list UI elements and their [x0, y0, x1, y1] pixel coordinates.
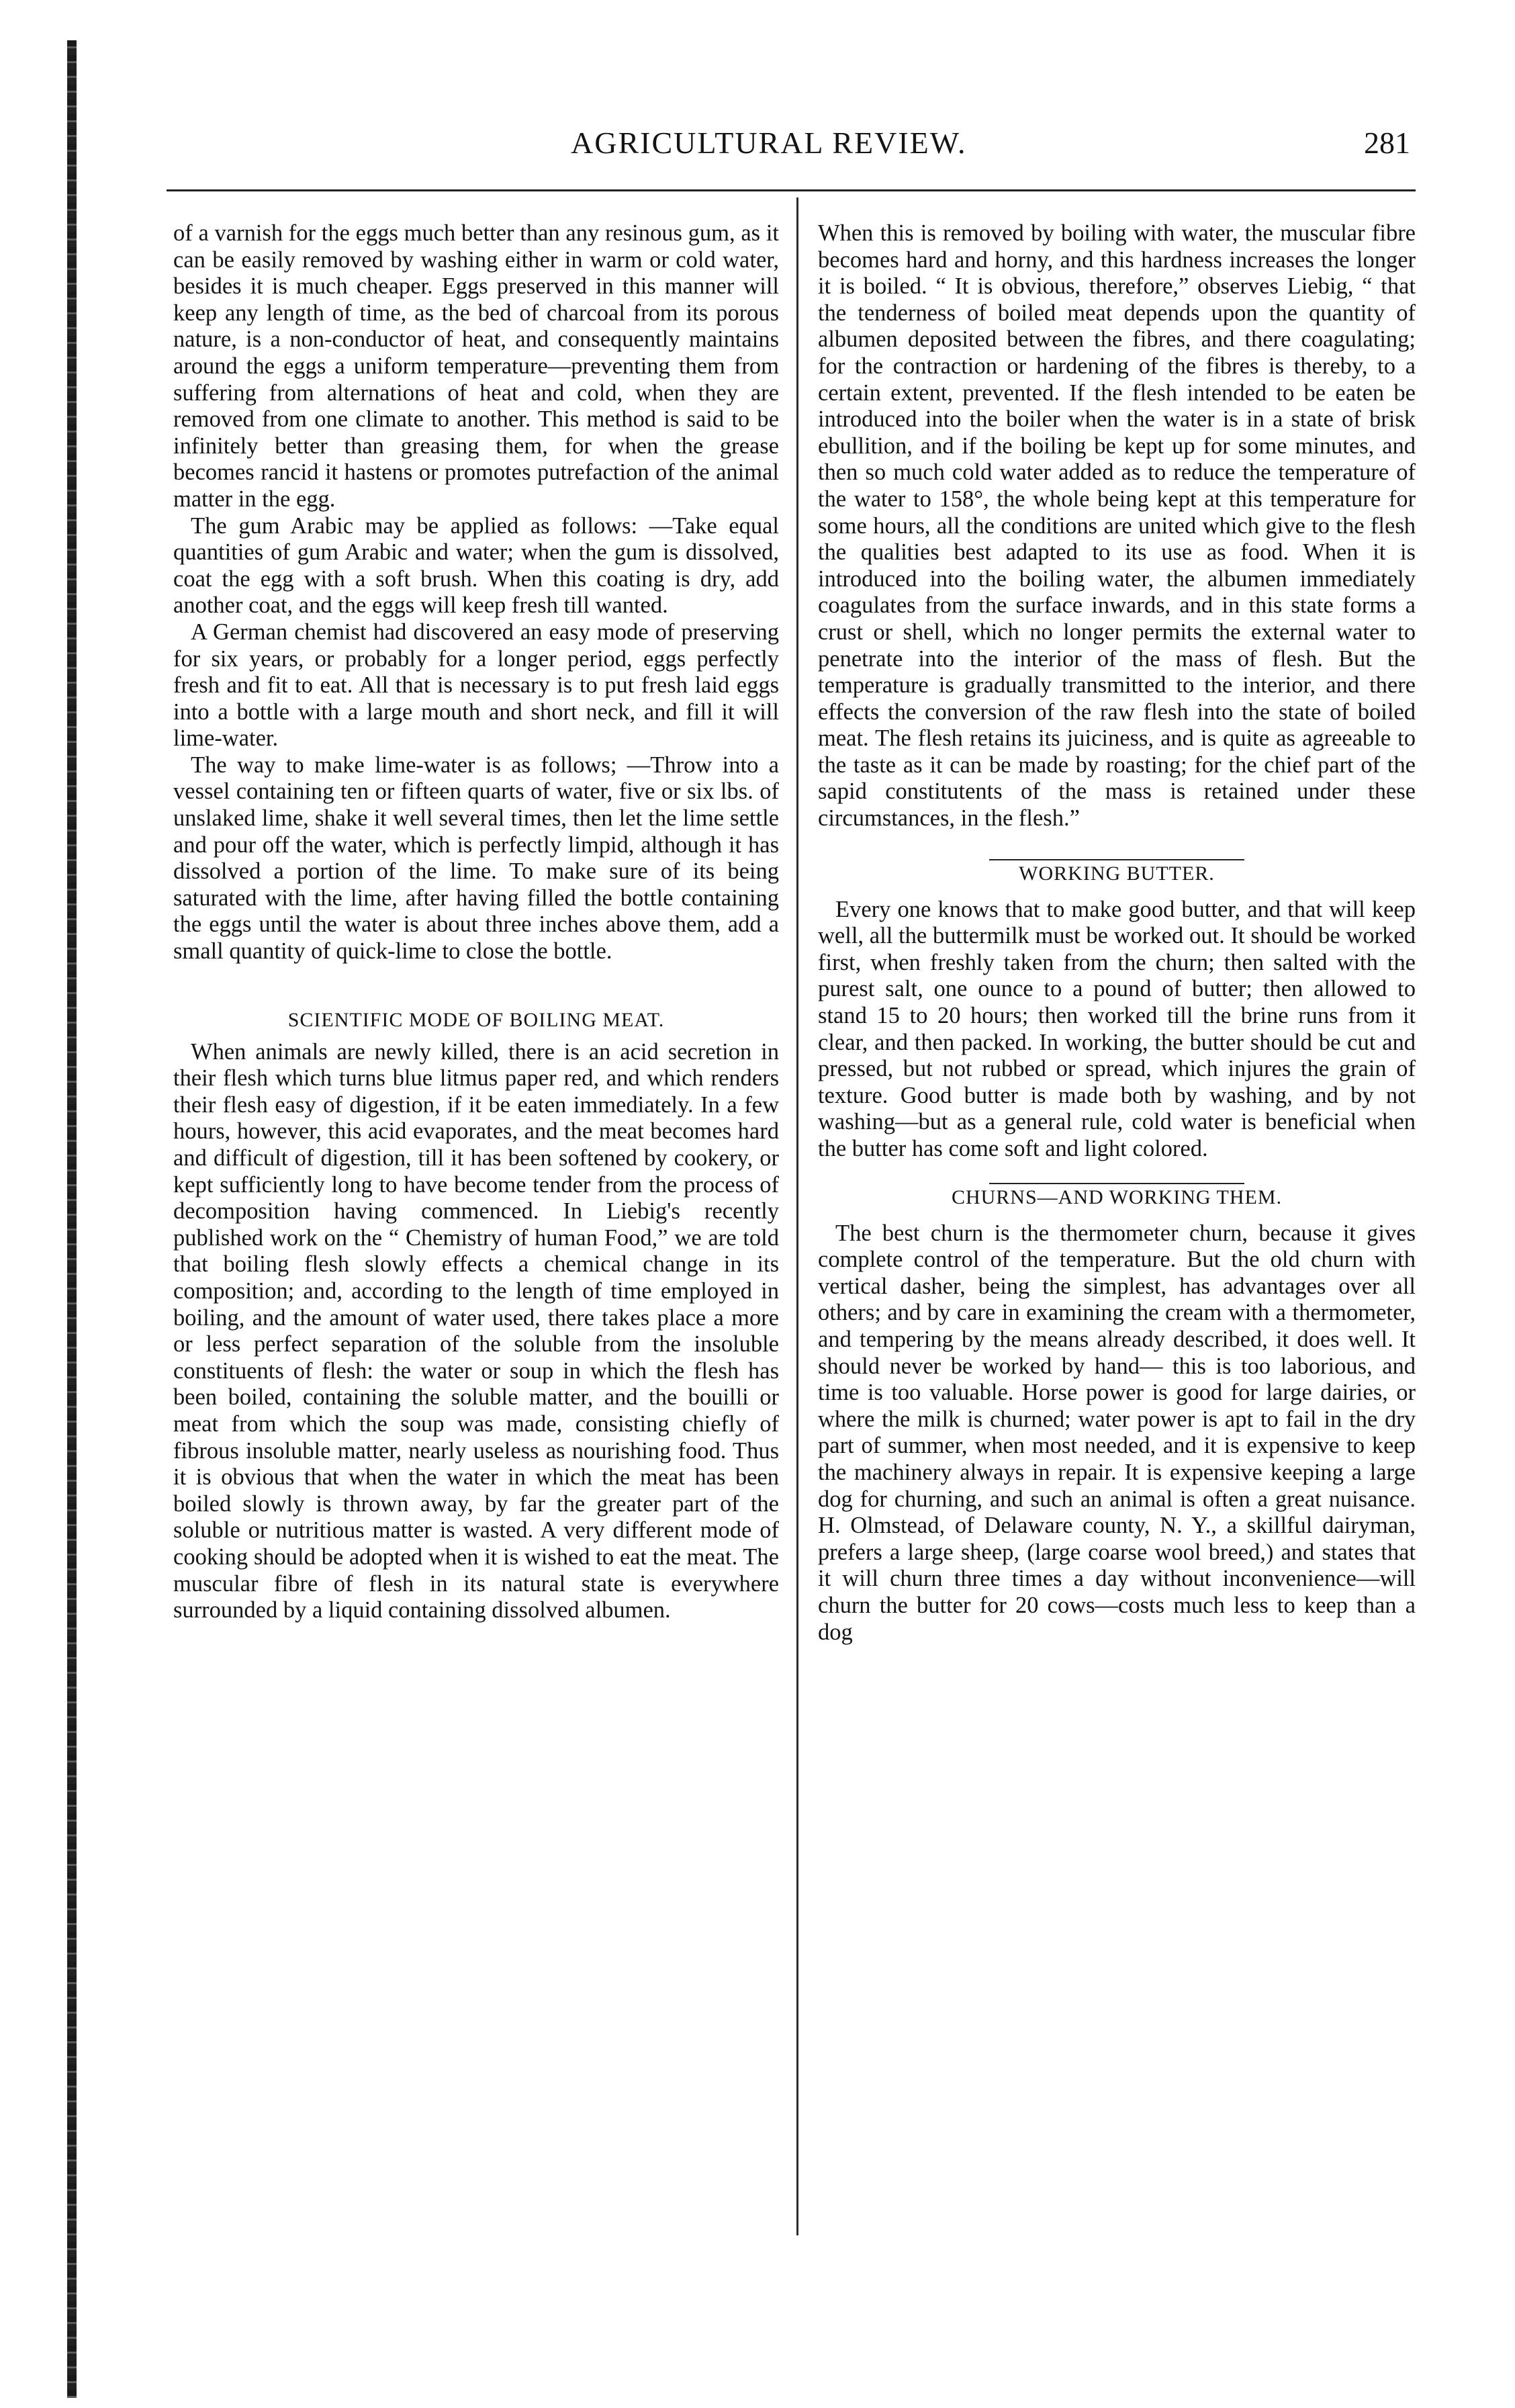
- paragraph-churns: The best churn is the thermometer churn, because it gives complete control of the temperature. But the old churn with vertical dasher, being the simplest, has advantages over all others; and by care in examining the cream with a thermometer, and tempering by the means already described, it does well. It should never be worked by hand— this is too laborious, and time is too valuable. Horse power is good for large dairies, or where the milk is churned; water power is apt to fail in the dry part of summer, when most needed, and it is expensive to keep the machinery always in repair. It is expensive keeping a large dog for churning, and such an animal is often a great nuisance. H. Olmstead, of Delaware county, N. Y., a skillful dairyman, prefers a large sheep, (large coarse wool breed,) and states that it will churn three times a day without inconvenience—will churn the butter for 20 cows—costs much less to keep than a dog: [818, 1220, 1416, 1645]
- running-head: [557, 120, 1410, 173]
- paragraph-lime-water: The way to make lime-water is as follows; —Throw into a vessel containing ten or fifteen quarts of water, five or six lbs. of unslaked lime, shake it well several times, then let the lime settle and pour off the water, which is perfectly limpid, although it has dissolved a portion of the lime. To make sure of its being saturated with the lime, after having filled the bottle containing the eggs until the water is about three inches above them, add a small quantity of quick-lime to close the bottle.: [173, 752, 779, 965]
- heading-boiling-meat: SCIENTIFIC MODE OF BOILING MEAT.: [287, 1008, 665, 1031]
- binding-edge: [67, 40, 77, 2398]
- heading-working-butter: WORKING BUTTER.: [1019, 862, 1215, 885]
- paragraph-boiling-meat: When animals are newly killed, there is an acid secretion in their flesh which turns blue litmus paper red, and which renders their flesh easy of digestion, if it be eaten immediately. In a few hours, however, this acid evaporates, and the meat becomes hard and difficult of digestion, till it has been softened by cookery, or kept sufficiently long to have become tender from the process of decomposition having commenced. In Liebig's recently published work on the “ Chemistry of human Food,” we are told that boiling flesh slowly effects a chemical change in its composition; and, according to the length of time employed in boiling, and the amount of water used, there takes place a more or less perfect separation of the soluble from the insoluble constituents of flesh: the water or soup in which the flesh has been boiled, containing the soluble matter, and the bouilli or meat from which the soup was made, consisting chiefly of fibrous insoluble matter, nearly useless as nourishing food. Thus it is obvious that when the water in which the meat has been boiled slowly is thrown away, by far the greater part of the soluble or nutritious matter is wasted. A very different mode of cooking should be adopted when it is wished to eat the meat. The muscular fibre of flesh in its natural state is everywhere surrounded by a liquid containing dissolved albumen.: [173, 1038, 779, 1623]
- heading-churns: CHURNS—AND WORKING THEM.: [951, 1186, 1283, 1208]
- paragraph-working-butter: Every one knows that to make good butter, and that will keep well, all the buttermilk must be worked out. It should be worked first, when freshly taken from the churn; then salted with the purest salt, one ounce to a pound of butter; then allowed to stand 15 to 20 hours; then worked till the brine runs from it clear, and then packed. In working, the butter should be cut and pressed, but not rubbed or spread, which injures the grain of texture. Good butter is made both by washing, and by not washing—but as a general rule, cold water is beneficial when the butter has come soft and light colored.: [818, 896, 1416, 1161]
- paragraph-german-chemist: A German chemist had discovered an easy mode of preserving for six years, or probably for a longer period, eggs perfectly fresh and fit to eat. All that is necessary is to put fresh laid eggs into a bottle with a large mouth and short neck, and fill it will lime-water.: [173, 619, 779, 752]
- paragraph-liebig: When this is removed by boiling with water, the muscular fibre becomes hard and horny, and this hardness increases the longer it is boiled. “ It is obvious, therefore,” observes Liebig, “ that the tenderness of boiled meat depends upon the quantity of albumen deposited between the fibres, and there coagulating; for the contraction or hardening of the fibres is thereby, to a certain extent, prevented. If the flesh intended to be eaten be introduced into the boiler when the water is in a state of brisk ebullition, and if the boiling be kept up for some minutes, and then so much cold water added as to reduce the temperature of the water to 158°, the whole being kept at this temperature for some hours, all the conditions are united which give to the flesh the qualities best adapted to its use as food. When it is introduced into the boiling water, the albumen immediately coagulates from the surface inwards, and in this state forms a crust or shell, which no longer permits the external water to penetrate into the interior of the mass of flesh. But the temperature is gradually transmitted to the interior, and there effects the conversion of the raw flesh into the state of boiled meat. The flesh retains its juiciness, and is quite as agreeable to the taste as it can be made by roasting; for the chief part of the sapid constitutents of the mass is retained under these circumstances, in the flesh.”: [818, 220, 1416, 832]
- paragraph-gum-arabic: The gum Arabic may be applied as follows: —Take equal quantities of gum Arabic and water; when the gum is dissolved, coat the egg with a soft brush. When this coating is dry, add another coat, and the eggs will keep fresh till wanted.: [173, 512, 779, 619]
- column-divider: [796, 197, 798, 2235]
- running-title: AGRICULTURAL REVIEW.: [571, 126, 967, 160]
- header-rule: [167, 189, 1416, 191]
- left-column: [173, 220, 779, 1624]
- right-column: [818, 220, 1416, 1646]
- paragraph-varnish: of a varnish for the eggs much better than any resinous gum, as it can be easily removed by washing either in warm or cold water, besides it is much cheaper. Eggs preserved in this manner will keep any length of time, as the bed of charcoal from its porous nature, is a non-conductor of heat, and consequently maintains around the eggs a uniform temperature—preventing them from suffering from alternations of heat and cold, when they are removed from one climate to another. This method is said to be infinitely better than greasing them, for when the grease becomes rancid it hastens or promotes putrefaction of the animal matter in the egg.: [173, 220, 779, 512]
- page-number: 281: [1364, 126, 1410, 160]
